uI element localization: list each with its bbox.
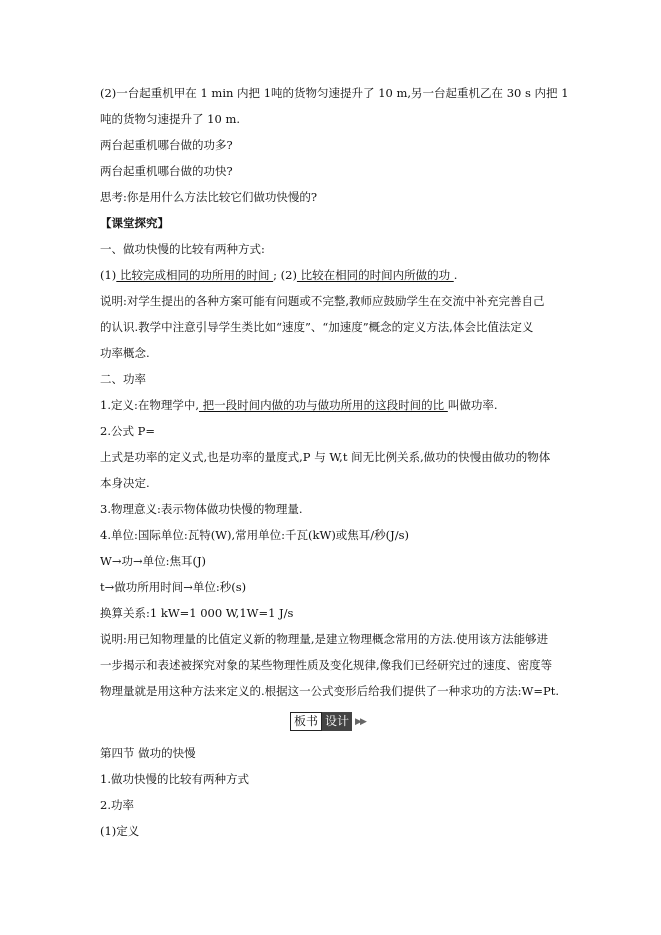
board-line: (1)定义 xyxy=(100,824,140,838)
note-line: 说明:对学生提出的各种方案可能有问题或不完整,教师应鼓励学生在交流中补充完善自己 xyxy=(100,294,545,308)
note-line: 说明:用已知物理量的比值定义新的物理量,是建立物理概念常用的方法.使用该方法能够进 xyxy=(100,632,549,646)
banner-right-label: 设计 xyxy=(322,712,352,731)
text-line: 换算关系:1 kW=1 000 W,1W=1 J/s xyxy=(100,606,294,620)
text-line: t→做功所用时间→单位:秒(s) xyxy=(100,580,247,594)
text-line: 两台起重机哪台做的功多? xyxy=(100,138,233,152)
definition-suffix: 叫做功率. xyxy=(447,398,498,412)
text-line: 吨的货物匀速提升了 10 m. xyxy=(100,112,241,126)
method-separator: ; (2) xyxy=(273,268,297,282)
text-line: 2.公式 P= xyxy=(100,424,156,438)
text-line: W→功→单位:焦耳(J) xyxy=(100,554,207,568)
definition-answer: 把一段时间内做的功与做功所用的这段时间的比 xyxy=(199,398,448,412)
note-line: 物理量就是用这种方法来定义的.根据这一公式变形后给我们提供了一种求功的方法:W=Pt. xyxy=(100,684,559,698)
method-1-prefix: (1) xyxy=(100,268,117,282)
double-arrow-icon: ▶▶ xyxy=(355,716,365,727)
section-heading: 二、功率 xyxy=(100,372,146,386)
board-line: 1.做功快慢的比较有两种方式 xyxy=(100,772,249,786)
text-line: (2)一台起重机甲在 1 min 内把 1吨的货物匀速提升了 10 m,另一台起重机乙在 30 s 内把 1 xyxy=(100,86,569,100)
definition-prefix: 1.定义:在物理学中, xyxy=(100,398,200,412)
text-line: 上式是功率的定义式,也是功率的量度式,P 与 W,t 间无比例关系,做功的快慢由做功的物体 xyxy=(100,450,551,464)
banner-left-label: 板书 xyxy=(290,712,322,731)
method-2-answer: 比较在相同的时间内所做的功 xyxy=(296,268,454,282)
text-line: 一、做功快慢的比较有两种方式: xyxy=(100,242,265,256)
board-design-banner xyxy=(290,712,365,731)
board-title: 第四节 做功的快慢 xyxy=(100,746,196,760)
note-line: 的认识.教学中注意引导学生类比如“速度”、“加速度”概念的定义方法,体会比值法定义 xyxy=(100,320,534,334)
board-line: 2.功率 xyxy=(100,798,134,812)
text-line: 本身决定. xyxy=(100,476,150,490)
method-end: . xyxy=(453,268,458,282)
note-line: 功率概念. xyxy=(100,346,150,360)
text-line: 思考:你是用什么方法比较它们做功快慢的? xyxy=(100,190,318,204)
definition-line xyxy=(100,396,497,414)
methods-line xyxy=(100,266,457,284)
section-heading: 【课堂探究】 xyxy=(100,216,169,230)
note-line: 一步揭示和表述被探究对象的某些物理性质及变化规律,像我们已经研究过的速度、密度等 xyxy=(100,658,553,672)
method-1-answer: 比较完成相同的功所用的时间 xyxy=(116,268,274,282)
text-line: 两台起重机哪台做的功快? xyxy=(100,164,233,178)
text-line: 4.单位:国际单位:瓦特(W),常用单位:千瓦(kW)或焦耳/秒(J/s) xyxy=(100,528,410,542)
text-line: 3.物理意义:表示物体做功快慢的物理量. xyxy=(100,502,303,516)
